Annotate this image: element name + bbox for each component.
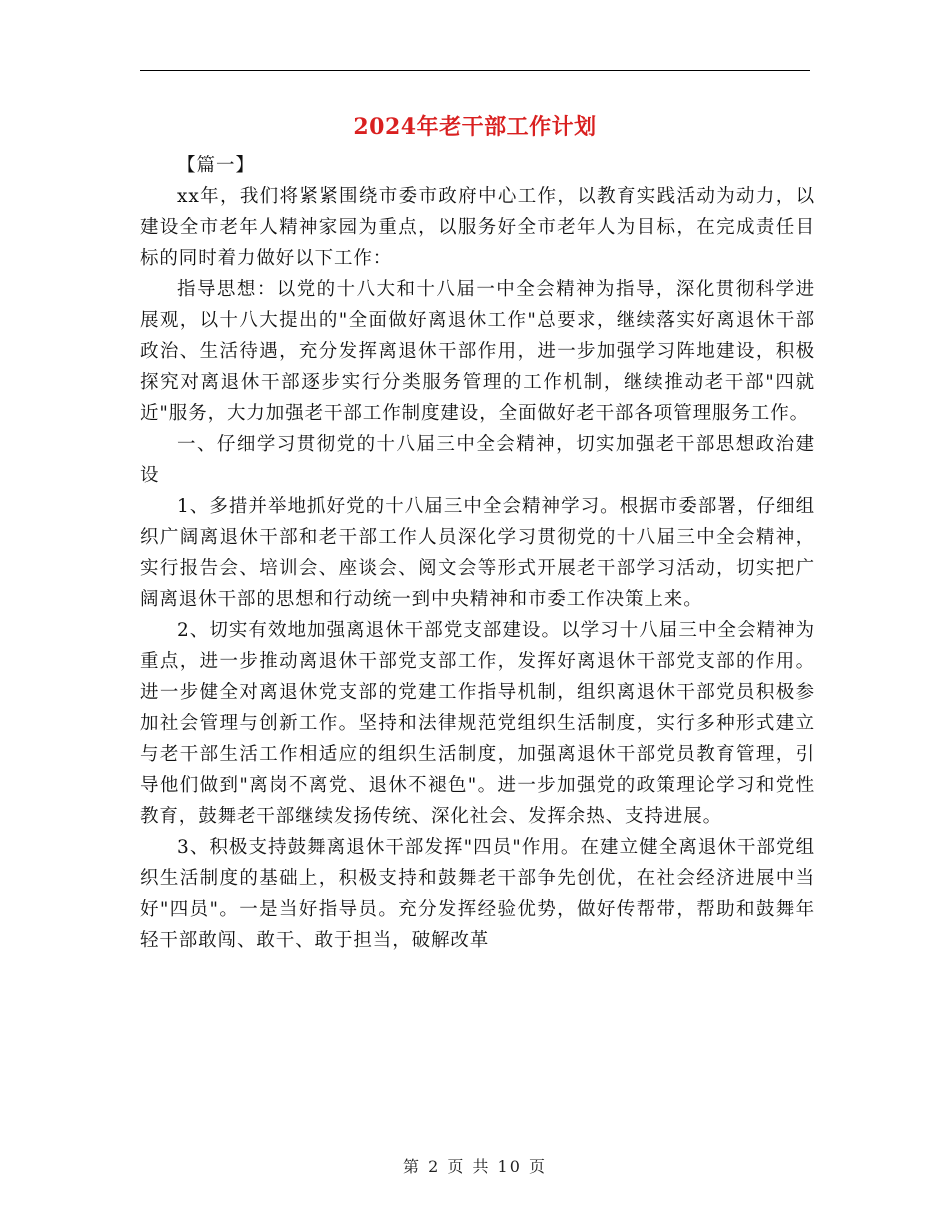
paragraph-guiding-thought: 指导思想：以党的十八大和十八届一中全会精神为指导，深化贯彻科学进展观，以十八大提出的"全面做好离退休工作"总要求，继续落实好离退休干部政治、生活待遇，充分发挥离退休干部作用，进一步加强学习阵地建设，积极探究对离退休干部逐步实行分类服务管理的工作机制，继续推动老干部"四就近"服务，大力加强老干部工作制度建设，全面做好老干部各项管理服务工作。 (140, 279, 815, 424)
paragraph-heading-one: 一、仔细学习贯彻党的十八届三中全会精神，切实加强老干部思想政治建设 (140, 434, 815, 486)
paragraph-item-1: 1、多措并举地抓好党的十八届三中全会精神学习。根据市委部署，仔细组织广阔离退休干部和老干部工作人员深化学习贯彻党的十八届三中全会精神，实行报告会、培训会、座谈会、阅文会等形式开展老干部学习活动，切实把广阔离退休干部的思想和行动统一到中央精神和市委工作决策上来。 (140, 496, 815, 610)
header-rule (140, 70, 810, 71)
paragraph-item-2: 2、切实有效地加强离退休干部党支部建设。以学习十八届三中全会精神为重点，进一步推动离退休干部党支部工作，发挥好离退休干部党支部的作用。进一步健全对离退休党支部的党建工作指导机制，组织离退休干部党员积极参加社会管理与创新工作。坚持和法律规范党组织生活制度，实行多种形式建立与老干部生活工作相适应的组织生活制度，加强离退休干部党员教育管理，引导他们做到"离岗不离党、退休不褪色"。进一步加强党的政策理论学习和党性教育，鼓舞老干部继续发扬传统、深化社会、发挥余热、支持进展。 (140, 620, 815, 827)
document-body (140, 150, 815, 956)
document-title: 2024年老干部工作计划 (353, 114, 597, 140)
section-label: 【篇一】 (177, 155, 256, 176)
paragraph-item-3: 3、积极支持鼓舞离退休干部发挥"四员"作用。在建立健全离退休干部党组织生活制度的基础上，积极支持和鼓舞老干部争先创优，在社会经济进展中当好"四员"。一是当好指导员。充分发挥经验优势，做好传帮带，帮助和鼓舞年轻干部敢闯、敢干、敢于担当，破解改革 (140, 837, 815, 951)
paragraph-intro: xx年，我们将紧紧围绕市委市政府中心工作，以教育实践活动为动力，以建设全市老年人精神家园为重点，以服务好全市老年人为目标，在完成责任目标的同时着力做好以下工作： (140, 186, 815, 269)
page-footer: 第 2 页 共 10 页 (403, 1157, 547, 1176)
